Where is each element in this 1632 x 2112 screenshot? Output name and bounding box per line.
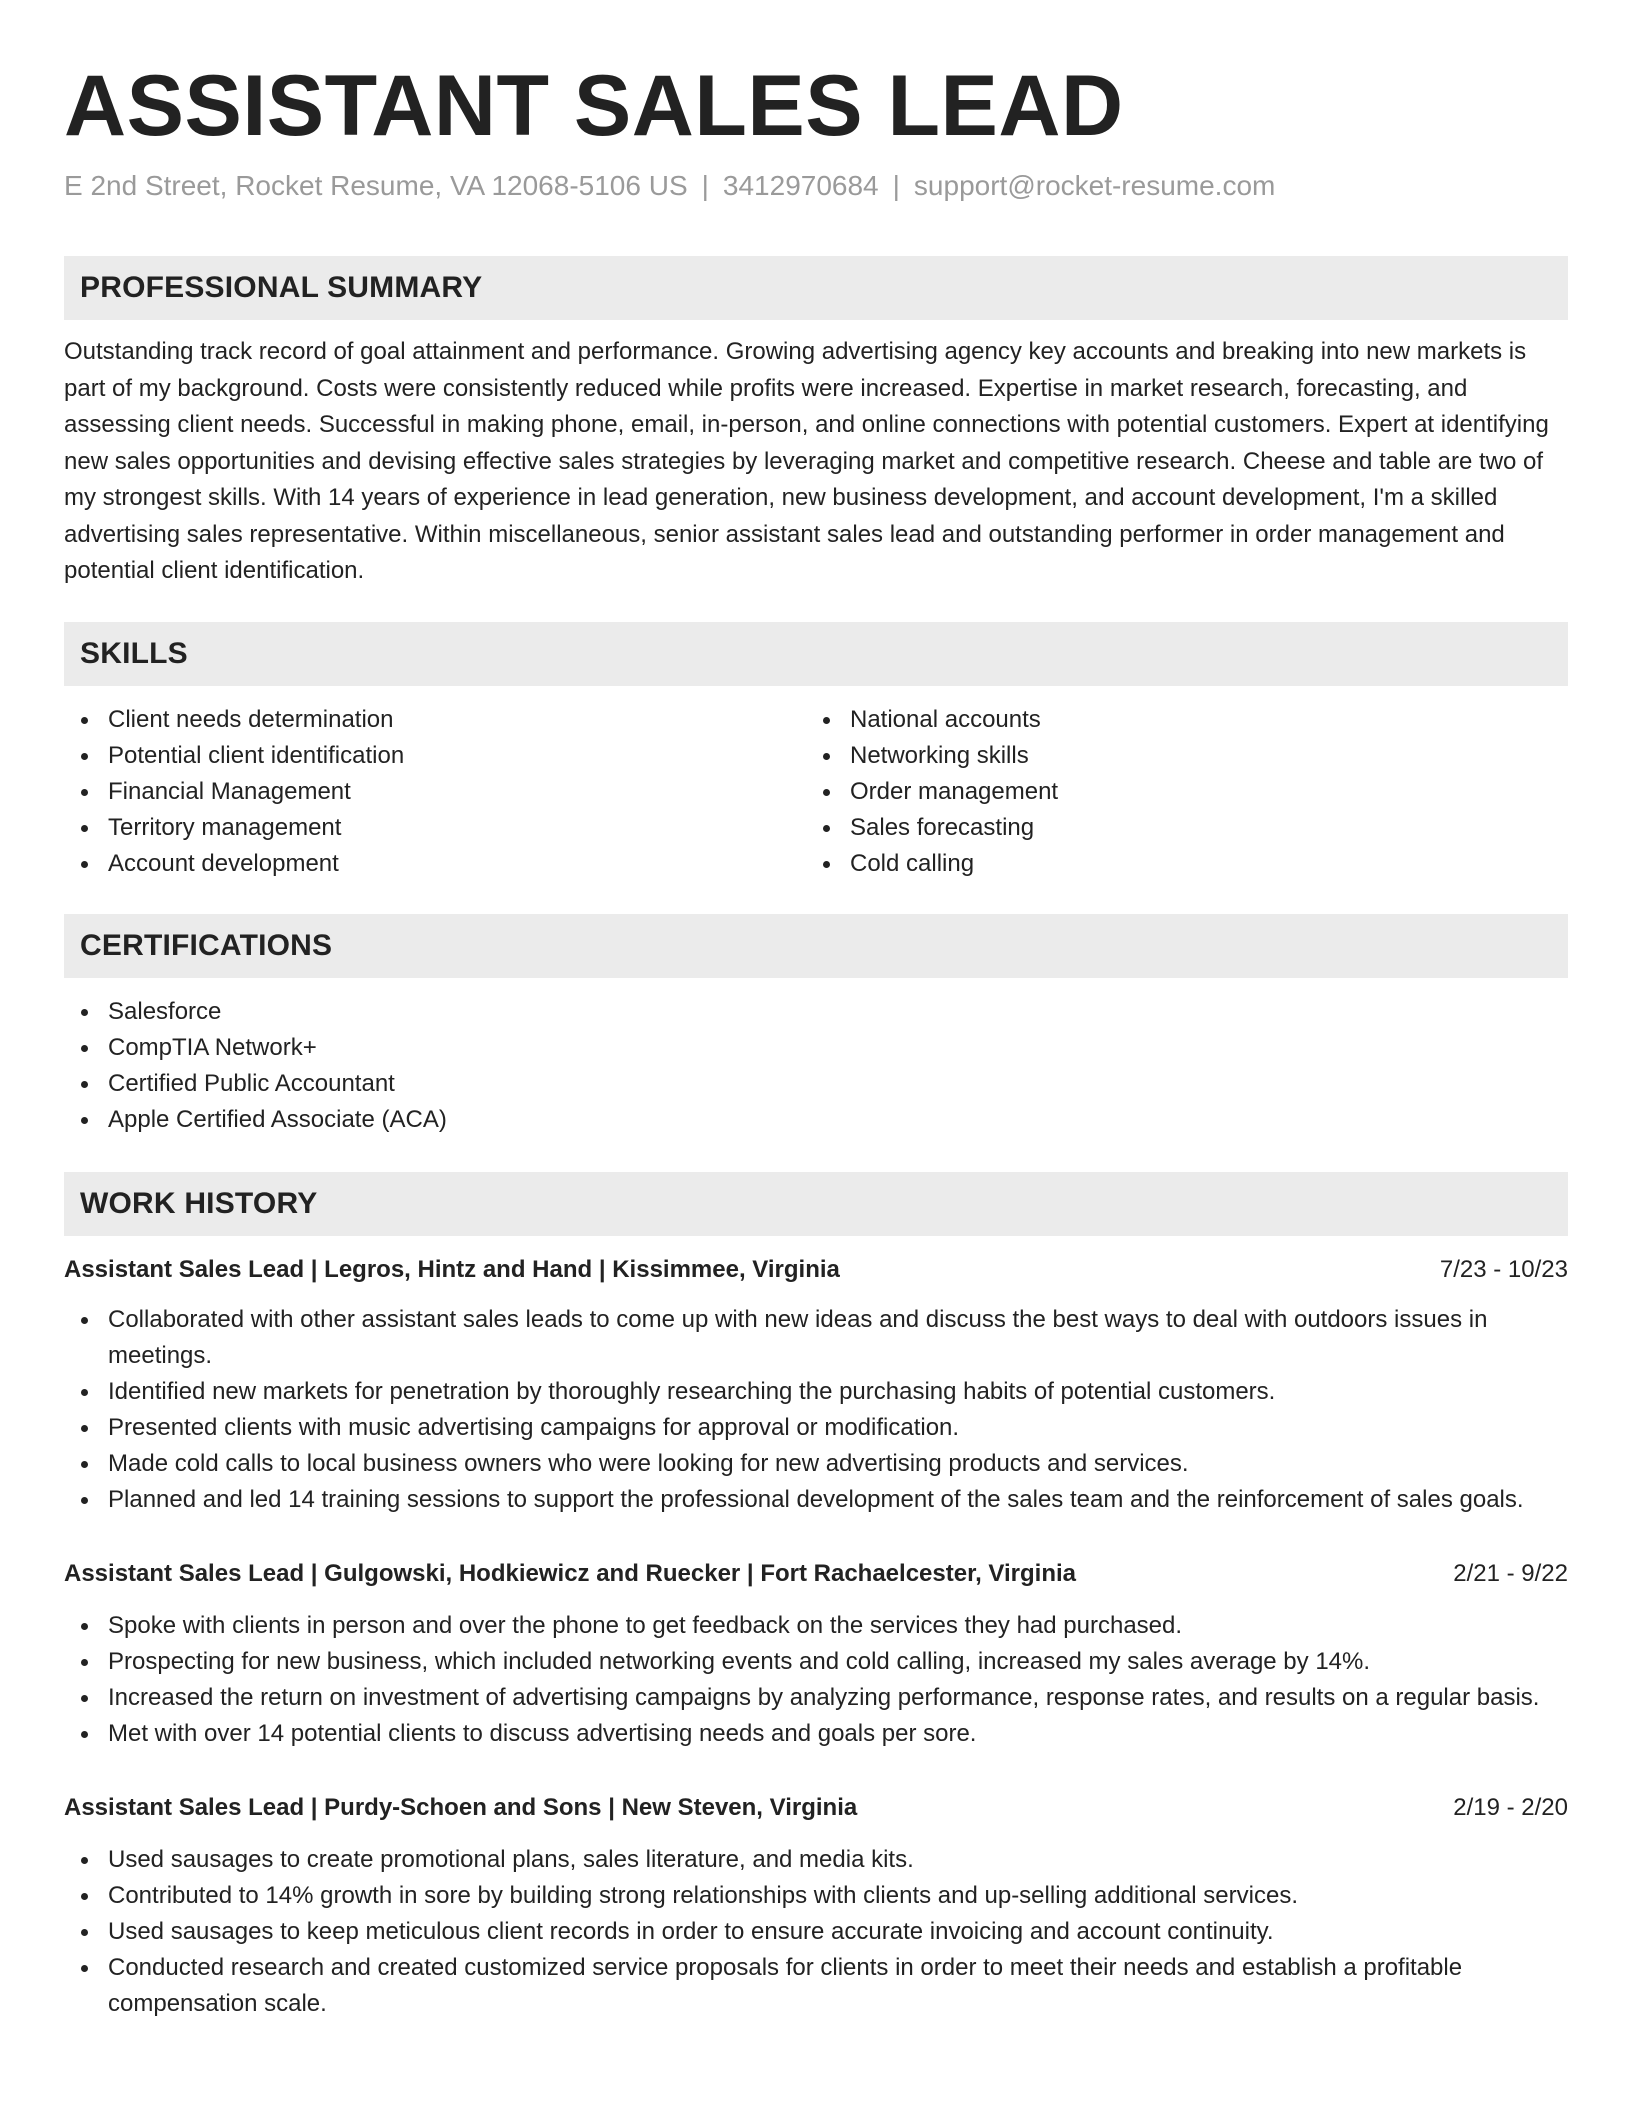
section-heading-certifications: CERTIFICATIONS xyxy=(64,914,1568,978)
contact-phone: 3412970684 xyxy=(722,170,879,201)
contact-separator: | xyxy=(892,170,900,201)
certification-item: Apple Certified Associate (ACA) xyxy=(64,1102,1568,1138)
skill-item: Sales forecasting xyxy=(806,810,1548,846)
job-header xyxy=(64,1556,1568,1592)
summary-text: Outstanding track record of goal attainment and performance. Growing advertising agency key accounts and breaking into new markets is part of my background. Costs were consistently reduced while profits were increased. Expertise in market research, forecasting, and assessing client needs. Successful in making phone, email, in-person, and online connections with potential customers. Expert at identifying new sales opportunities and devising effective sales strategies by leveraging market and competitive research. Cheese and table are two of my strongest skills. With 14 years of experience in lead generation, new business development, and account development, I'm a skilled advertising sales representative. Within miscellaneous, senior assistant sales lead and outstanding performer in order management and potential client identification. xyxy=(64,338,1549,584)
job-dates: 2/19 - 2/20 xyxy=(1453,1793,1568,1821)
job-entry xyxy=(64,1790,1568,2022)
contact-separator: | xyxy=(701,170,709,201)
job-bullet: Conducted research and created customized service proposals for clients in order to meet their needs and establish a profitable compensation scale. xyxy=(64,1950,1568,2022)
skill-item: Client needs determination xyxy=(64,702,806,738)
skill-item: Financial Management xyxy=(64,774,806,810)
job-title: Assistant Sales Lead | Purdy-Schoen and Sons | New Steven, Virginia xyxy=(64,1793,858,1821)
resume-name: ASSISTANT SALES LEAD xyxy=(64,58,1124,154)
skills-list-left xyxy=(64,702,806,882)
certification-item: CompTIA Network+ xyxy=(64,1030,1568,1066)
skill-item: Order management xyxy=(806,774,1548,810)
job-title: Assistant Sales Lead | Legros, Hintz and Hand | Kissimmee, Virginia xyxy=(64,1255,840,1283)
contact-line xyxy=(64,168,1568,204)
job-bullet: Contributed to 14% growth in sore by building strong relationships with clients and up-selling additional services. xyxy=(64,1878,1568,1914)
section-heading-skills: SKILLS xyxy=(64,622,1568,686)
skill-item: National accounts xyxy=(806,702,1548,738)
skill-item: Territory management xyxy=(64,810,806,846)
skills-columns xyxy=(64,702,1568,882)
job-bullet: Used sausages to create promotional plans, sales literature, and media kits. xyxy=(64,1842,1568,1878)
job-bullet: Identified new markets for penetration by thoroughly researching the purchasing habits of potential customers. xyxy=(64,1374,1568,1410)
job-bullet: Increased the return on investment of advertising campaigns by analyzing performance, response rates, and results on a regular basis. xyxy=(64,1680,1568,1716)
skill-item: Potential client identification xyxy=(64,738,806,774)
certification-item: Certified Public Accountant xyxy=(64,1066,1568,1102)
job-dates: 7/23 - 10/23 xyxy=(1439,1255,1568,1283)
job-bullet: Prospecting for new business, which included networking events and cold calling, increased my sales average by 14%. xyxy=(64,1644,1568,1680)
certifications-list xyxy=(64,994,1568,1138)
job-dates: 2/21 - 9/22 xyxy=(1453,1559,1568,1587)
job-bullet: Collaborated with other assistant sales leads to come up with new ideas and discuss the best ways to deal with outdoors issues in meetings. xyxy=(64,1302,1568,1374)
job-bullets xyxy=(64,1302,1568,1518)
skill-item: Cold calling xyxy=(806,846,1548,882)
job-bullet: Met with over 14 potential clients to discuss advertising needs and goals per sore. xyxy=(64,1716,1568,1752)
job-header xyxy=(64,1790,1568,1826)
job-bullets xyxy=(64,1842,1568,2022)
job-title: Assistant Sales Lead | Gulgowski, Hodkiewicz and Ruecker | Fort Rachaelcester, Virginia xyxy=(64,1559,1077,1587)
certification-item: Salesforce xyxy=(64,994,1568,1030)
job-bullet: Spoke with clients in person and over the phone to get feedback on the services they had purchased. xyxy=(64,1608,1568,1644)
job-entry xyxy=(64,1252,1568,1518)
skills-list-right xyxy=(806,702,1548,882)
section-heading-work-history: WORK HISTORY xyxy=(64,1172,1568,1236)
job-bullet: Planned and led 14 training sessions to support the professional development of the sales team and the reinforcement of sales goals. xyxy=(64,1482,1568,1518)
contact-email: support@rocket-resume.com xyxy=(913,170,1276,201)
contact-address: E 2nd Street, Rocket Resume, VA 12068-5106 US xyxy=(64,170,688,201)
job-bullets xyxy=(64,1608,1568,1752)
skill-item: Networking skills xyxy=(806,738,1548,774)
section-heading-summary: PROFESSIONAL SUMMARY xyxy=(64,256,1568,320)
job-bullet: Presented clients with music advertising campaigns for approval or modification. xyxy=(64,1410,1568,1446)
job-entry xyxy=(64,1556,1568,1752)
job-bullet: Used sausages to keep meticulous client records in order to ensure accurate invoicing and account continuity. xyxy=(64,1914,1568,1950)
job-header xyxy=(64,1252,1568,1288)
skill-item: Account development xyxy=(64,846,806,882)
resume-page xyxy=(64,56,1568,2022)
job-bullet: Made cold calls to local business owners who were looking for new advertising products and services. xyxy=(64,1446,1568,1482)
